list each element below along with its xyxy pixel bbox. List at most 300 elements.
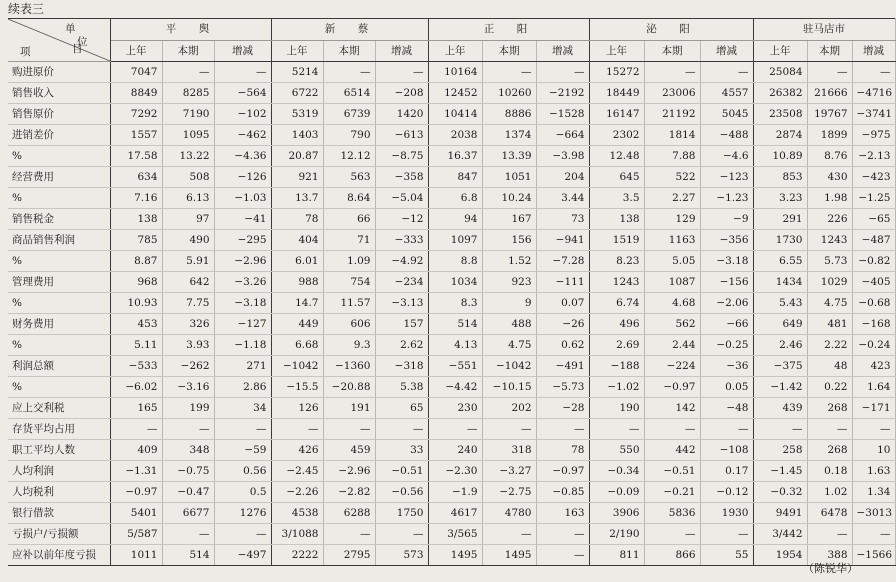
table-cell: −497 [214, 545, 271, 566]
table-cell: −462 [214, 125, 271, 146]
table-row [8, 419, 895, 440]
row-label: 人均税利 [8, 482, 110, 503]
table-cell: 2874 [753, 125, 807, 146]
table-cell: — [375, 419, 428, 440]
table-cell: 459 [323, 440, 375, 461]
subheader-last-year: 上年 [271, 40, 323, 62]
row-label: 销售收入 [8, 83, 110, 104]
table-cell: 230 [428, 398, 482, 419]
table-cell: 3.23 [753, 188, 807, 209]
subheader-change: 增减 [852, 40, 895, 62]
table-cell: 6.68 [271, 335, 323, 356]
table-cell: 11.57 [323, 293, 375, 314]
table-cell: 226 [807, 209, 852, 230]
table-cell: 790 [323, 125, 375, 146]
table-cell: — [323, 419, 375, 440]
table-cell: 4.75 [807, 293, 852, 314]
row-label: 存货平均占用 [8, 419, 110, 440]
table-cell: −234 [375, 272, 428, 293]
table-cell: −1.25 [852, 188, 895, 209]
table-cell: −2.30 [428, 461, 482, 482]
table-cell: 3/565 [428, 524, 482, 545]
table-cell: −295 [214, 230, 271, 251]
table-cell: −318 [375, 356, 428, 377]
table-cell: 2.69 [589, 335, 644, 356]
table-cell: 138 [110, 209, 162, 230]
table-cell: 12.48 [589, 146, 644, 167]
table-body [8, 62, 895, 566]
table-cell: 5.91 [162, 251, 214, 272]
table-cell: 23006 [644, 83, 700, 104]
table-cell: −664 [536, 125, 589, 146]
table-cell: −48 [700, 398, 753, 419]
corner-unit-label-2: 位 [77, 36, 94, 48]
row-label: % [8, 293, 110, 314]
table-cell: 1011 [110, 545, 162, 566]
row-label: 管理费用 [8, 272, 110, 293]
table-cell: 1.63 [852, 461, 895, 482]
table-cell: −0.97 [644, 377, 700, 398]
table-cell: 9 [482, 293, 536, 314]
table-cell: −0.75 [162, 461, 214, 482]
table-cell: −15.5 [271, 377, 323, 398]
row-label: 应上交利税 [8, 398, 110, 419]
table-cell: 16147 [589, 104, 644, 125]
table-cell: 8.64 [323, 188, 375, 209]
row-label: 进销差价 [8, 125, 110, 146]
table-cell: 10414 [428, 104, 482, 125]
table-cell: 5214 [271, 62, 323, 83]
table-cell: −1.18 [214, 335, 271, 356]
table-cell: −2.45 [271, 461, 323, 482]
table-cell: −0.24 [852, 335, 895, 356]
author-credit: （陈锐华） [803, 562, 858, 575]
table-cell: 71 [323, 230, 375, 251]
table-cell: 2.62 [375, 335, 428, 356]
table-cell: 1814 [644, 125, 700, 146]
table-cell: 2/190 [589, 524, 644, 545]
table-cell: −10.15 [482, 377, 536, 398]
subheader-change: 增减 [214, 40, 271, 62]
table-cell: 573 [375, 545, 428, 566]
table-cell: −168 [852, 314, 895, 335]
table-cell: −41 [214, 209, 271, 230]
table-cell: 1403 [271, 125, 323, 146]
table-cell: 6514 [323, 83, 375, 104]
table-cell: 550 [589, 440, 644, 461]
table-cell: 25084 [753, 62, 807, 83]
table-cell: 785 [110, 230, 162, 251]
table-cell: 73 [536, 209, 589, 230]
table-cell: 1.64 [852, 377, 895, 398]
table-cell: — [162, 524, 214, 545]
table-cell: −3741 [852, 104, 895, 125]
table-cell: 2302 [589, 125, 644, 146]
table-cell: −3.27 [482, 461, 536, 482]
table-cell: — [536, 62, 589, 83]
table-cell: −333 [375, 230, 428, 251]
table-cell: −0.82 [852, 251, 895, 272]
table-cell: −224 [644, 356, 700, 377]
row-label: % [8, 377, 110, 398]
table-cell: 10 [852, 440, 895, 461]
subheader-this-period: 本期 [644, 40, 700, 62]
table-cell: −3.18 [700, 251, 753, 272]
table-cell: 1.52 [482, 251, 536, 272]
table-cell: −28 [536, 398, 589, 419]
table-cell: 240 [428, 440, 482, 461]
table-cell: −488 [700, 125, 753, 146]
table-cell: 1.09 [323, 251, 375, 272]
table-cell: −4.42 [428, 377, 482, 398]
table-cell: 66 [323, 209, 375, 230]
table-cell: 34 [214, 398, 271, 419]
table-cell: 3906 [589, 503, 644, 524]
table-cell: 0.56 [214, 461, 271, 482]
table-cell: −375 [753, 356, 807, 377]
table-cell: 388 [807, 545, 852, 566]
table-cell: 1029 [807, 272, 852, 293]
table-cell: 811 [589, 545, 644, 566]
table-cell: 645 [589, 167, 644, 188]
table-cell: 94 [428, 209, 482, 230]
table-cell: 921 [271, 167, 323, 188]
table-cell: — [428, 419, 482, 440]
table-cell: 23508 [753, 104, 807, 125]
table-cell: −171 [852, 398, 895, 419]
table-cell: −4.6 [700, 146, 753, 167]
table-cell: −9 [700, 209, 753, 230]
table-cell: — [852, 524, 895, 545]
table-cell: 26382 [753, 83, 807, 104]
table-cell: −0.97 [110, 482, 162, 503]
table-cell: −2.96 [323, 461, 375, 482]
table-cell: 6.13 [162, 188, 214, 209]
table-cell: 13.39 [482, 146, 536, 167]
table-cell: −3.98 [536, 146, 589, 167]
table-cell: — [271, 419, 323, 440]
table-cell: 271 [214, 356, 271, 377]
table-cell: −3.13 [375, 293, 428, 314]
subheader-this-period: 本期 [162, 40, 214, 62]
table-cell: −4.92 [375, 251, 428, 272]
table-cell: −0.32 [753, 482, 807, 503]
table-cell: 190 [589, 398, 644, 419]
table-cell: 7047 [110, 62, 162, 83]
table-cell: −0.51 [644, 461, 700, 482]
table-cell: 481 [807, 314, 852, 335]
table-cell: 562 [644, 314, 700, 335]
table-cell: 21192 [644, 104, 700, 125]
table-cell: −188 [589, 356, 644, 377]
table-cell: — [375, 62, 428, 83]
table-cell: 9.3 [323, 335, 375, 356]
table-cell: −2192 [536, 83, 589, 104]
table-cell: −0.97 [536, 461, 589, 482]
table-cell: 8886 [482, 104, 536, 125]
table-cell: 204 [536, 167, 589, 188]
table-row [8, 188, 895, 209]
table-cell: 33 [375, 440, 428, 461]
table-cell: 65 [375, 398, 428, 419]
table-row [8, 230, 895, 251]
table-cell: 5836 [644, 503, 700, 524]
table-cell: −0.09 [589, 482, 644, 503]
table-cell: — [644, 419, 700, 440]
table-cell: 923 [482, 272, 536, 293]
subheader-this-period: 本期 [482, 40, 536, 62]
table-cell: −108 [700, 440, 753, 461]
table-cell: −3013 [852, 503, 895, 524]
table-cell: — [323, 62, 375, 83]
table-cell: 6.8 [428, 188, 482, 209]
table-cell: 10.89 [753, 146, 807, 167]
subheader-change: 增减 [536, 40, 589, 62]
table-cell: 1097 [428, 230, 482, 251]
row-label: % [8, 335, 110, 356]
table-cell: 326 [162, 314, 214, 335]
table-cell: — [482, 419, 536, 440]
row-label: 经营费用 [8, 167, 110, 188]
table-cell: −2.06 [700, 293, 753, 314]
table-cell: 5.05 [644, 251, 700, 272]
table-cell: 1051 [482, 167, 536, 188]
table-cell: −65 [852, 209, 895, 230]
table-caption: 续表三 [8, 2, 45, 16]
table-row [8, 440, 895, 461]
row-label: 应补以前年度亏损 [8, 545, 110, 566]
table-cell: 21666 [807, 83, 852, 104]
table-cell: 16.37 [428, 146, 482, 167]
table-cell: −156 [700, 272, 753, 293]
table-cell: 1.02 [807, 482, 852, 503]
table-cell: — [807, 419, 852, 440]
table-row [8, 83, 895, 104]
table-cell: 0.05 [700, 377, 753, 398]
table-cell: 866 [644, 545, 700, 566]
table-cell: −4716 [852, 83, 895, 104]
region-header-pingyu: 平 舆 [110, 19, 271, 41]
table-cell: 14.7 [271, 293, 323, 314]
subheader-row [8, 40, 895, 62]
table-cell: 165 [110, 398, 162, 419]
table-cell: 7292 [110, 104, 162, 125]
table-cell: 7190 [162, 104, 214, 125]
table-cell: 5/587 [110, 524, 162, 545]
table-cell: −12 [375, 209, 428, 230]
table-cell: 3.93 [162, 335, 214, 356]
table-cell: — [700, 524, 753, 545]
table-cell: −613 [375, 125, 428, 146]
table-cell: 15272 [589, 62, 644, 83]
table-cell: −0.85 [536, 482, 589, 503]
table-cell: 8.23 [589, 251, 644, 272]
table-row [8, 209, 895, 230]
table-row [8, 503, 895, 524]
table-cell: 19767 [807, 104, 852, 125]
table-cell: 3.5 [589, 188, 644, 209]
row-label: 亏损户/亏损额 [8, 524, 110, 545]
table-cell: −0.47 [162, 482, 214, 503]
corner-item-label-2: 目 [72, 43, 89, 55]
table-row [8, 356, 895, 377]
table-cell: −491 [536, 356, 589, 377]
table-cell: — [753, 419, 807, 440]
table-cell: — [214, 524, 271, 545]
table-cell: 20.87 [271, 146, 323, 167]
table-cell: 968 [110, 272, 162, 293]
table-cell: −1566 [852, 545, 895, 566]
table-cell: −5.04 [375, 188, 428, 209]
table-cell: 0.07 [536, 293, 589, 314]
table-cell: 4557 [700, 83, 753, 104]
table-row [8, 293, 895, 314]
table-cell: 10.93 [110, 293, 162, 314]
table-cell: −405 [852, 272, 895, 293]
table-cell: 348 [162, 440, 214, 461]
subheader-last-year: 上年 [110, 40, 162, 62]
table-cell: −0.34 [589, 461, 644, 482]
table-cell: — [375, 524, 428, 545]
table-cell: −3.18 [214, 293, 271, 314]
table-cell: 268 [807, 440, 852, 461]
table-cell: 0.62 [536, 335, 589, 356]
table-cell: 13.22 [162, 146, 214, 167]
table-cell: — [214, 62, 271, 83]
table-cell: −487 [852, 230, 895, 251]
table-cell: 4617 [428, 503, 482, 524]
table-cell: 1495 [428, 545, 482, 566]
table-cell: −0.12 [700, 482, 753, 503]
table-cell: −2.13 [852, 146, 895, 167]
table-cell: 8849 [110, 83, 162, 104]
table-cell: 6478 [807, 503, 852, 524]
table-row [8, 104, 895, 125]
table-cell: 1276 [214, 503, 271, 524]
table-cell: 404 [271, 230, 323, 251]
table-cell: 1034 [428, 272, 482, 293]
table-cell: 8.87 [110, 251, 162, 272]
table-cell: 5401 [110, 503, 162, 524]
table-cell: 9491 [753, 503, 807, 524]
table-cell: — [644, 524, 700, 545]
table-cell: −0.21 [644, 482, 700, 503]
table-cell: 5319 [271, 104, 323, 125]
table-cell: 1519 [589, 230, 644, 251]
table-cell: −1528 [536, 104, 589, 125]
table-cell: 129 [644, 209, 700, 230]
table-cell: 1495 [482, 545, 536, 566]
table-cell: 17.58 [110, 146, 162, 167]
table-cell: 48 [807, 356, 852, 377]
table-cell: −1360 [323, 356, 375, 377]
table-cell: 4.75 [482, 335, 536, 356]
table-cell: 988 [271, 272, 323, 293]
table-cell: 3.44 [536, 188, 589, 209]
table-cell: 1163 [644, 230, 700, 251]
table-cell: −102 [214, 104, 271, 125]
table-cell: 5.11 [110, 335, 162, 356]
table-cell: — [536, 419, 589, 440]
table-cell: 1.34 [852, 482, 895, 503]
table-cell: 4.68 [644, 293, 700, 314]
table-cell: 1243 [589, 272, 644, 293]
table-cell: 0.22 [807, 377, 852, 398]
table-cell: 8.76 [807, 146, 852, 167]
row-label: % [8, 188, 110, 209]
table-cell: 7.16 [110, 188, 162, 209]
table-cell: 12.12 [323, 146, 375, 167]
table-cell: −36 [700, 356, 753, 377]
table-cell: −1.9 [428, 482, 482, 503]
table-cell: 488 [482, 314, 536, 335]
table-cell: −262 [162, 356, 214, 377]
table-row [8, 272, 895, 293]
table-cell: — [852, 62, 895, 83]
table-cell: −3.16 [162, 377, 214, 398]
row-label: 银行借款 [8, 503, 110, 524]
table-cell: 156 [482, 230, 536, 251]
table-row [8, 146, 895, 167]
table-cell: 409 [110, 440, 162, 461]
table-cell: 6722 [271, 83, 323, 104]
table-cell: −20.88 [323, 377, 375, 398]
table-cell: 318 [482, 440, 536, 461]
table-cell: 1087 [644, 272, 700, 293]
table-cell: 5.38 [375, 377, 428, 398]
table-cell: −1.03 [214, 188, 271, 209]
table-cell: 5045 [700, 104, 753, 125]
table-cell: 4780 [482, 503, 536, 524]
table-cell: −8.75 [375, 146, 428, 167]
table-cell: 6288 [323, 503, 375, 524]
table-cell: 642 [162, 272, 214, 293]
table-cell: 1.98 [807, 188, 852, 209]
table-cell: 4538 [271, 503, 323, 524]
table-cell: 2.44 [644, 335, 700, 356]
table-cell: −0.56 [375, 482, 428, 503]
table-cell: 5.73 [807, 251, 852, 272]
table-cell: 853 [753, 167, 807, 188]
table-cell: 97 [162, 209, 214, 230]
table-cell: 1954 [753, 545, 807, 566]
table-cell: — [162, 62, 214, 83]
table-cell: −1.45 [753, 461, 807, 482]
table-cell: — [644, 62, 700, 83]
table-cell: 496 [589, 314, 644, 335]
table-cell: 430 [807, 167, 852, 188]
subheader-last-year: 上年 [753, 40, 807, 62]
region-header-xincai: 新 蔡 [271, 19, 428, 41]
table-cell: −66 [700, 314, 753, 335]
table-cell: 199 [162, 398, 214, 419]
table-cell: — [700, 419, 753, 440]
table-cell: 1557 [110, 125, 162, 146]
table-cell: 1750 [375, 503, 428, 524]
table-cell: 8285 [162, 83, 214, 104]
table-cell: — [807, 62, 852, 83]
table-cell: 157 [375, 314, 428, 335]
region-header-zhengyang: 正 阳 [428, 19, 589, 41]
table-cell: 522 [644, 167, 700, 188]
table-cell: 426 [271, 440, 323, 461]
table-cell: — [589, 419, 644, 440]
table-cell: 18449 [589, 83, 644, 104]
table-cell: 191 [323, 398, 375, 419]
table-cell: −5.73 [536, 377, 589, 398]
table-cell: −551 [428, 356, 482, 377]
table-cell: 2.86 [214, 377, 271, 398]
